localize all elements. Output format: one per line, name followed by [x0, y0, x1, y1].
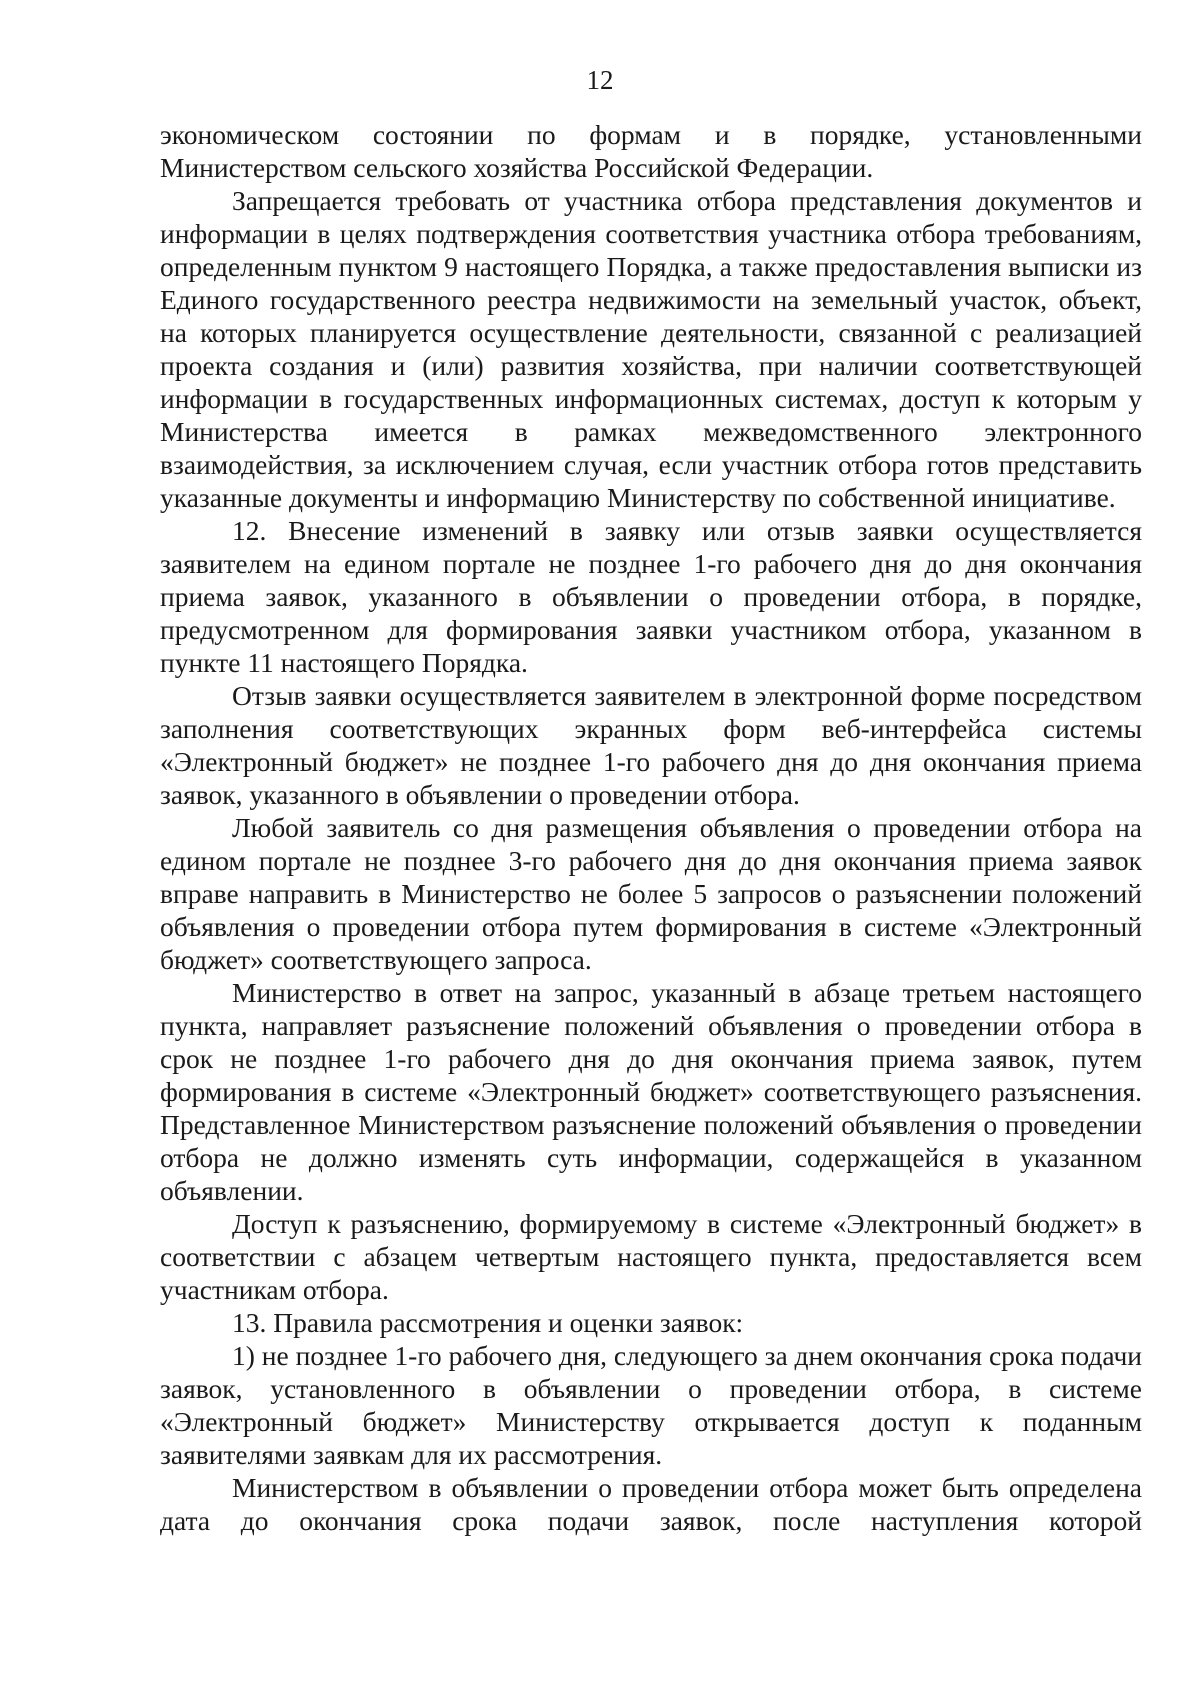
paragraph: 12. Внесение изменений в заявку или отзыв заявки осуществляется заявителем на едином портале не позднее 1-го рабочего дня до дня окончания приема заявок, указанного в объявлении о проведении отбора, в порядке, предусмотренном для формирования заявки участником отбора, указанном в пункте 11 настоящего Порядка.	[160, 515, 1142, 678]
paragraph: 1) не позднее 1-го рабочего дня, следующего за днем окончания срока подачи заявок, установленного в объявлении о проведении отбора, в системе «Электронный бюджет» Министерству открывается доступ к поданным заявителями заявкам для их рассмотрения.	[160, 1340, 1142, 1470]
paragraph: Министерством в объявлении о проведении отбора может быть определена дата до окончания срока подачи заявок, после наступления которой	[160, 1472, 1142, 1536]
paragraph: Любой заявитель со дня размещения объявления о проведении отбора на едином портале не позднее 3-го рабочего дня до дня окончания приема заявок вправе направить в Министерство не более 5 запросов о разъяснении положений объявления о проведении отбора путем формирования в системе «Электронный бюджет» соответствующего запроса.	[160, 812, 1142, 975]
paragraph: Министерство в ответ на запрос, указанный в абзаце третьем настоящего пункта, направляет разъяснение положений объявления о проведении отбора в срок не позднее 1-го рабочего дня до дня окончания приема заявок, путем формирования в системе «Электронный бюджет» соответствующего разъяснения. Представленное Министерством разъяснение положений объявления о проведении отбора не должно изменять суть информации, содержащейся в указанном объявлении.	[160, 977, 1142, 1206]
paragraph: Доступ к разъяснению, формируемому в системе «Электронный бюджет» в соответствии с абзацем четвертым настоящего пункта, предоставляется всем участникам отбора.	[160, 1208, 1142, 1305]
page-number: 12	[586, 65, 614, 95]
document-body	[160, 118, 1142, 1537]
paragraph: Запрещается требовать от участника отбора представления документов и информации в целях подтверждения соответствия участника отбора требованиям, определенным пунктом 9 настоящего Порядка, а также предоставления выписки из Единого государственного реестра недвижимости на земельный участок, объект, на которых планируется осуществление деятельности, связанной с реализацией проекта создания и (или) развития хозяйства, при наличии соответствующей информации в государственных информационных системах, доступ к которым у Министерства имеется в рамках межведомственного электронного взаимодействия, за исключением случая, если участник отбора готов представить указанные документы и информацию Министерству по собственной инициативе.	[160, 185, 1142, 513]
paragraph: Отзыв заявки осуществляется заявителем в электронной форме посредством заполнения соответствующих экранных форм веб-интерфейса системы «Электронный бюджет» не позднее 1-го рабочего дня до дня окончания приема заявок, указанного в объявлении о проведении отбора.	[160, 680, 1142, 810]
paragraph: экономическом состоянии по формам и в порядке, установленными Министерством сельского хозяйства Российской Федерации.	[160, 119, 1142, 183]
paragraph: 13. Правила рассмотрения и оценки заявок:	[232, 1307, 744, 1338]
